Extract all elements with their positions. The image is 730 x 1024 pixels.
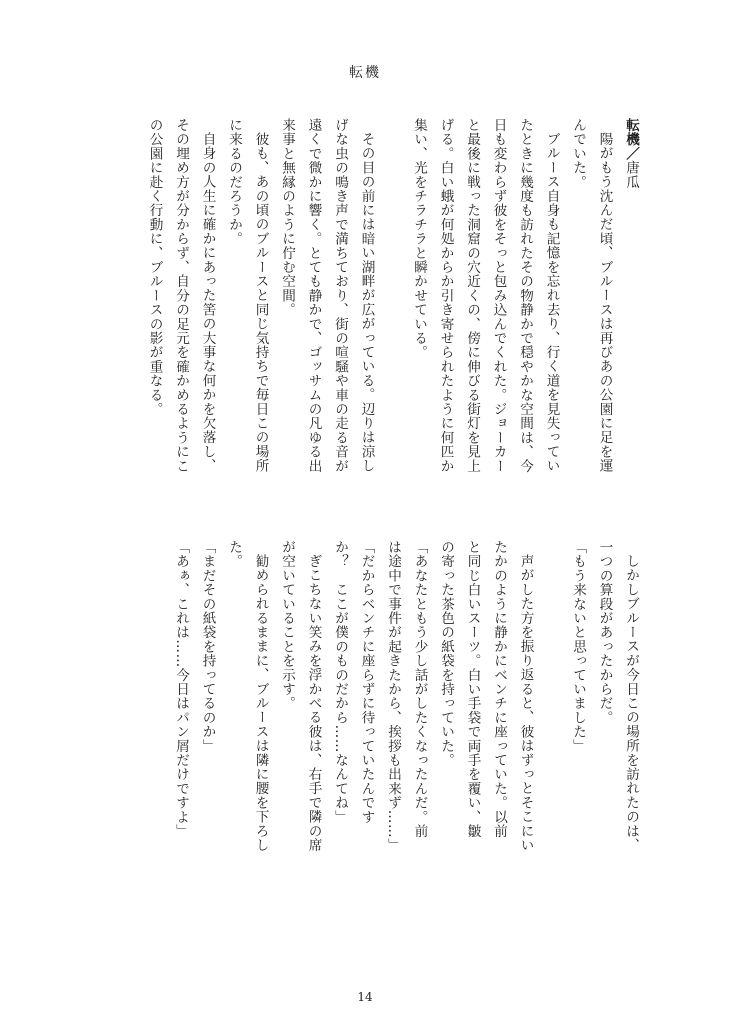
paragraph: 彼も、あの頃のブルースと同じ気持ちで毎日この場所に来るのだろうか。 bbox=[226, 118, 269, 473]
page-number: 14 bbox=[357, 990, 373, 1004]
paragraph: ブルース自身も記憶を忘れ去り、行く道を見失っていたときに幾度も訪れたその物静かで穏やかな空間は、今日も変わらず彼をそっと包み込んでくれた。ジョーカーと最後に戦った洞窟の穴近くの、傍に伸びる街灯を見上げる。白い蛾が何処からか引き寄せられたように何匹か集い、光をチラチラと瞬かせている。 bbox=[411, 118, 560, 473]
paragraph: 自身の人生に確かにあった筈の大事な何かを欠落し、その埋め方が分からず、自分の足元を確かめるようにこの公園に赴く行動に、ブルースの影が重なる。 bbox=[146, 118, 216, 473]
dialogue-line: 「まだその紙袋を持ってるのか」 bbox=[199, 540, 216, 753]
lower-text-block bbox=[168, 540, 645, 852]
paragraph: 勧められるままに、ブルースは隣に腰を下ろした。 bbox=[226, 540, 269, 852]
dialogue-line: 「あぁ、これは……今日はパン屑だけですよ」 bbox=[173, 540, 189, 839]
title-separator: ／ bbox=[623, 146, 639, 161]
title-text: 転機 bbox=[623, 118, 639, 147]
upper-text-block bbox=[141, 118, 644, 478]
paragraph: その目の前には暗い湖畔が広がっている。辺りは涼しげな虫の鳴き声で満ちており、街の喧騒や車の走る音が遠くで微かに響く。とても静かで、ゴッサムの凡ゆる出来事と無縁のように佇む空間。 bbox=[279, 118, 375, 473]
dialogue-line: 「もう来ないと思っていました」 bbox=[570, 540, 586, 753]
author-name: 唐瓜 bbox=[623, 160, 639, 190]
paragraph: 声がした方を振り返ると、彼はずっとそこにいたかのように静かにベンチに座っていた。以前と同じ白いスーツ。白い手袋で両手を覆い、皺の寄った茶色の紙袋を持っていた。 bbox=[438, 540, 534, 852]
dialogue-line: 「あなたともう少し話がしたくなったんだ。前は途中で事件が起きたから、挨拶も出来ず……」 bbox=[385, 540, 428, 853]
dialogue-line: 「だからベンチに座らずに待っていたんですか？ ここが僕のものだから……なんてね」 bbox=[332, 540, 375, 824]
paragraph: 陽がもう沈んだ頃、ブルースは再びあの公園に足を運んでいた。 bbox=[570, 118, 613, 473]
paragraph: しかしブルースが今日この場所を訪れたのは、一つの算段があったからだ。 bbox=[596, 540, 639, 852]
paragraph: ぎこちない笑みを浮かべる彼は、右手で隣の席が空いていることを示す。 bbox=[279, 540, 322, 852]
running-header: 転機 bbox=[349, 65, 381, 81]
story-title bbox=[618, 118, 645, 478]
